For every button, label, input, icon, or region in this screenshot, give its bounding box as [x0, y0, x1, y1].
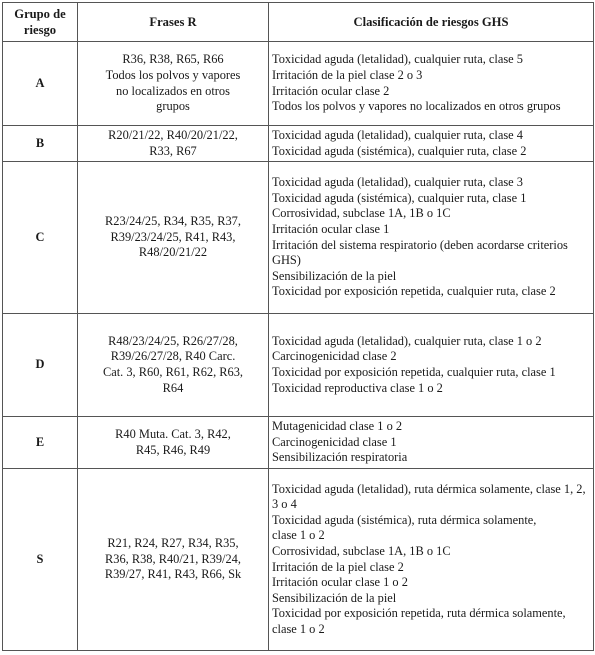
phrase-line: grupos: [156, 99, 190, 114]
header-group: Grupo de riesgo: [3, 3, 78, 42]
classification-line: Irritación ocular clase 2: [272, 83, 390, 98]
classification-cell: [269, 42, 594, 126]
phrases-cell: [78, 469, 269, 651]
classification-line: Irritación de la piel clase 2: [272, 559, 404, 574]
phrase-line: R40 Muta. Cat. 3, R42,: [115, 426, 231, 441]
table-row: [3, 162, 594, 314]
group-cell: D: [3, 314, 78, 417]
classification-line: Toxicidad aguda (sistémica), ruta dérmica solamente,: [272, 512, 537, 527]
group-cell: E: [3, 417, 78, 469]
phrase-line: R36, R38, R65, R66: [122, 52, 224, 67]
classification-line: Corrosividad, subclase 1A, 1B o 1C: [272, 206, 451, 221]
classification-cell: [269, 314, 594, 417]
group-cell: C: [3, 162, 78, 314]
phrases-cell: [78, 42, 269, 126]
phrase-line: R20/21/22, R40/20/21/22,: [108, 127, 238, 142]
phrase-line: R64: [162, 380, 184, 395]
classification-line: Toxicidad aguda (sistémica), cualquier ruta, clase 1: [272, 190, 527, 205]
group-cell: B: [3, 126, 78, 162]
table-row: [3, 417, 594, 469]
ghs-risk-table: [2, 2, 594, 651]
phrase-line: R23/24/25, R34, R35, R37,: [105, 214, 241, 229]
classification-line: Sensibilización de la piel: [272, 590, 397, 605]
classification-line: Toxicidad aguda (letalidad), cualquier ruta, clase 3: [272, 175, 523, 190]
classification-line: Corrosividad, subclase 1A, 1B o 1C: [272, 543, 451, 558]
group-cell: A: [3, 42, 78, 126]
classification-cell: [269, 126, 594, 162]
table-row: [3, 314, 594, 417]
header-phrases: Frases R: [78, 3, 269, 42]
phrase-line: R33, R67: [149, 143, 197, 158]
classification-line: Sensibilización de la piel: [272, 268, 397, 283]
table-body: [3, 42, 594, 651]
table-row: [3, 42, 594, 126]
header-classification: Clasificación de riesgos GHS: [269, 3, 594, 42]
phrase-line: R45, R46, R49: [135, 442, 211, 457]
classification-line: Toxicidad aguda (letalidad), cualquier ruta, clase 4: [272, 127, 523, 142]
phrase-line: R48/20/21/22: [138, 245, 208, 260]
classification-line: Sensibilización respiratoria: [272, 450, 408, 465]
classification-line: Toxicidad reproductiva clase 1 o 2: [272, 380, 443, 395]
phrase-line: R39/27, R41, R43, R66, Sk: [104, 567, 242, 582]
classification-cell: [269, 162, 594, 314]
classification-cell: [269, 469, 594, 651]
classification-line: Mutagenicidad clase 1 o 2: [272, 419, 403, 434]
classification-line: clase 1 o 2: [272, 528, 325, 543]
classification-line: Toxicidad aguda (letalidad), cualquier ruta, clase 5: [272, 52, 523, 67]
phrases-cell: [78, 162, 269, 314]
phrase-line: R48/23/24/25, R26/27/28,: [108, 333, 238, 348]
classification-line: Irritación ocular clase 1 o 2: [272, 575, 408, 590]
classification-line: Toxicidad por exposición repetida, ruta dérmica solamente, clase 1 o 2: [272, 606, 566, 636]
phrase-line: R39/23/24/25, R41, R43,: [110, 229, 236, 244]
table-row: [3, 469, 594, 651]
phrases-cell: [78, 126, 269, 162]
phrase-line: R21, R24, R27, R34, R35,: [107, 536, 239, 551]
phrase-line: Cat. 3, R60, R61, R62, R63,: [102, 365, 244, 379]
classification-line: Toxicidad aguda (sistémica), cualquier ruta, clase 2: [272, 143, 527, 158]
group-cell: S: [3, 469, 78, 651]
classification-line: Irritación del sistema respiratorio (deben acordarse criterios GHS): [272, 237, 568, 268]
classification-line: Todos los polvos y vapores no localizados en otros grupos: [272, 99, 561, 114]
classification-line: Carcinogenicidad clase 2: [272, 349, 397, 364]
phrase-line: R39/26/27/28, R40 Carc.: [110, 349, 236, 364]
phrase-line: no localizados en otros: [116, 83, 230, 98]
classification-cell: [269, 417, 594, 469]
table-row: [3, 126, 594, 162]
phrase-line: Todos los polvos y vapores: [105, 67, 241, 82]
classification-line: Toxicidad aguda (letalidad), cualquier ruta, clase 1 o 2: [272, 333, 542, 348]
classification-line: Carcinogenicidad clase 1: [272, 434, 397, 449]
classification-line: Toxicidad por exposición repetida, cualquier ruta, clase 1: [272, 365, 556, 379]
classification-line: Irritación ocular clase 1: [272, 221, 390, 236]
phrase-line: R36, R38, R40/21, R39/24,: [105, 551, 241, 566]
classification-line: Irritación de la piel clase 2 o 3: [272, 67, 423, 82]
header-row: [3, 3, 594, 42]
classification-line: Toxicidad por exposición repetida, cualquier ruta, clase 2: [272, 284, 556, 299]
classification-line: Toxicidad aguda (letalidad), ruta dérmica solamente, clase 1, 2, 3 o 4: [272, 481, 586, 512]
phrases-cell: [78, 314, 269, 417]
phrases-cell: [78, 417, 269, 469]
